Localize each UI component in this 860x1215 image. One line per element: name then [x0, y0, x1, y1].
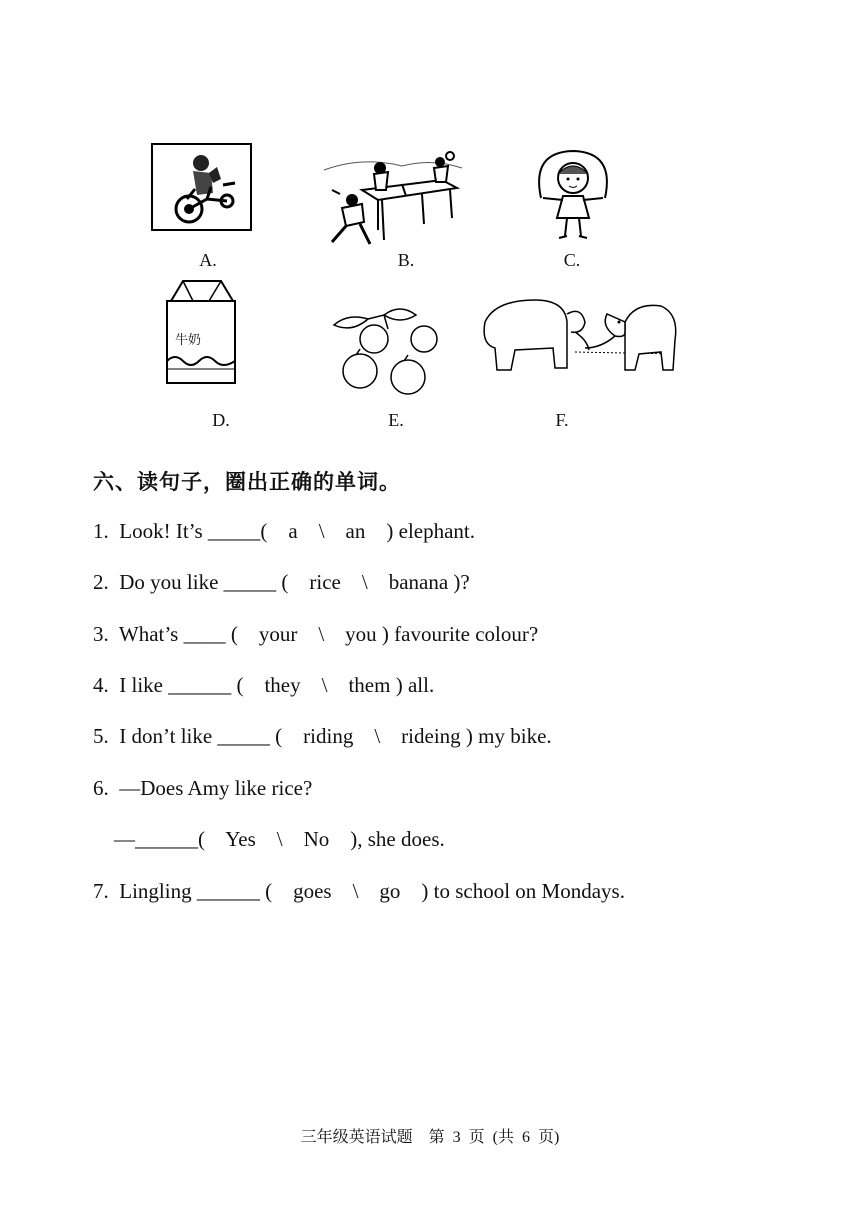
- option-label-c: C.: [563, 250, 581, 270]
- question-2: 2. Do you like _____ ( rice \ banana )?: [93, 570, 470, 594]
- milk-carton-icon: [163, 277, 239, 386]
- question-6-answer-line: —______( Yes \ No ), she does.: [93, 827, 445, 851]
- boy-riding-bike-icon: [151, 143, 252, 231]
- option-label-b: B.: [397, 250, 415, 270]
- option-label-a: A.: [199, 250, 217, 270]
- ping-pong-players-icon: [322, 150, 467, 250]
- option-label-d: D.: [212, 410, 230, 430]
- question-4: 4. I like ______ ( they \ them ) all.: [93, 673, 435, 697]
- question-3: 3. What’s ____ ( your \ you ) favourite colour?: [93, 622, 539, 646]
- page-footer: 三年级英语试题 第 3 页 (共 6 页): [300, 1129, 560, 1146]
- girl-skipping-rope-icon: [531, 148, 615, 243]
- elephants-icon: [475, 292, 680, 377]
- option-label-f: F.: [555, 410, 569, 430]
- carton-label: 牛奶: [175, 333, 202, 348]
- option-label-e: E.: [388, 410, 404, 430]
- question-7: 7. Lingling ______ ( goes \ go ) to school on Mondays.: [93, 879, 625, 903]
- question-6: 6. —Does Amy like rice?: [93, 776, 313, 800]
- question-1: 1. Look! It’s _____( a \ an ) elephant.: [93, 519, 475, 543]
- section-heading: 六、读句子，圈出正确的单词。: [93, 470, 401, 494]
- question-5: 5. I don’t like _____ ( riding \ rideing ) my bike.: [93, 724, 552, 748]
- oranges-icon: [328, 305, 446, 400]
